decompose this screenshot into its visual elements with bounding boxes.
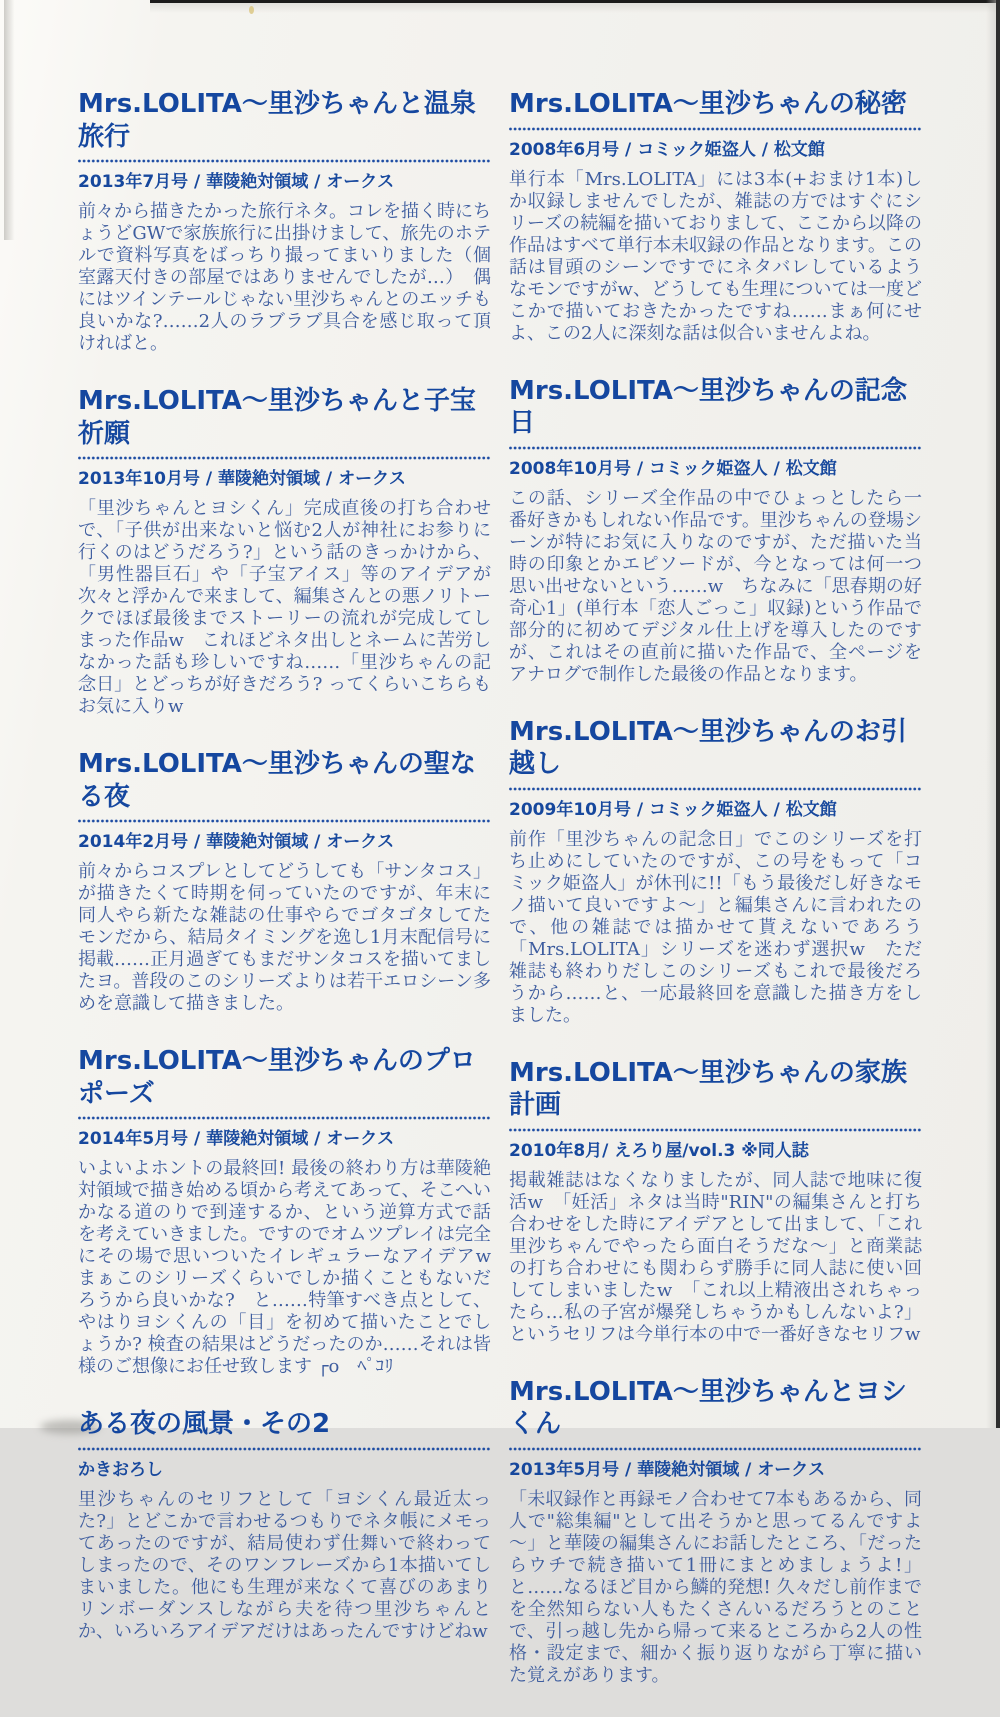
- entry-publication-info: 2008年6月号 / コミック姫盗人 / 松文館: [509, 139, 825, 160]
- entry-commentary-text: 「未収録作と再録モノ合わせて7本もあるから、同人で"総集編"として出そうかと思ってるんですよ～」と華陵の編集さんにお話したところ、「だったらウチで続き描いて1冊にまとめましょうよ!」と……なるほど目から鱗的発想! 久々だし前作までを全然知らない人もたくさんいるだろうとのことで、引っ越し先から帰って来るところから2人の性格・設定まで、細かく振り返りながら丁寧に描いた覚えがあります。: [509, 1488, 922, 1686]
- commentary-entry: [509, 1376, 922, 1687]
- dotted-divider: [509, 1447, 922, 1451]
- entry-publication-info: 2013年10月号 / 華陵絶対領域 / オークス: [78, 469, 406, 490]
- entry-commentary-text: 前作「里沙ちゃんの記念日」でこのシリーズを打ち止めにしていたのですが、この号をもって「コミック姫盗人」が休刊に!!「もう最後だし好きなモノ描いて良いですよ～」と編集さんに言われたので、他の雑誌では描かせて貰えないであろう「Mrs.LOLITA」シリーズを迷わず選択w ただ雑誌も終わりだしこのシリーズもこれで最後だろうから……と、一応最終回を意識した描き方をしました。: [509, 828, 922, 1026]
- entry-title: Mrs.LOLITA～里沙ちゃんと温泉旅行: [78, 89, 476, 152]
- dotted-divider: [78, 1116, 491, 1120]
- entry-title: Mrs.LOLITA～里沙ちゃんのお引越し: [509, 716, 907, 780]
- entry-commentary-text: 単行本「Mrs.LOLITA」には3本(+おまけ1本)しか収録しませんでしたが、雑誌の方ではすぐにシリーズの続編を描いておりまして、ここから以降の作品はすべて単行本未収録の作品となります。この話は冒頭のシーンですでにネタバレしているようなモンですがw、どうしても生理については一度どこかで描いておきたかったですね……まぁ何にせよ、この2人に深刻な話は似合いませんよね。: [509, 168, 922, 344]
- entry-commentary-text: 里沙ちゃんのセリフとして「ヨシくん最近太った?」とどこかで言わせるつもりでネタ帳にメモってあったのですが、結局使わず仕舞いで終わってしまったので、そのワンフレーズから1本描いてしまいました。他にも生理が来なくて喜びのあまりリンボーダンスしながら夫を待つ里沙ちゃんとか、いろいろアイデアだけはあったんですけどねw: [78, 1488, 491, 1642]
- commentary-page: [78, 88, 922, 1717]
- dotted-divider: [78, 159, 491, 163]
- commentary-entry: [509, 716, 922, 1027]
- dotted-divider: [509, 787, 922, 791]
- entry-publication-info: 2013年5月号 / 華陵絶対領域 / オークス: [509, 1459, 826, 1480]
- entry-publication-info: 2008年10月号 / コミック姫盗人 / 松文館: [509, 458, 837, 479]
- entry-commentary-text: 前々から描きたかった旅行ネタ。コレを描く時にちょうどGWで家族旅行に出掛けまして、旅先のホテルで資料写真をばっちり撮ってまいりました（個室露天付きの部屋ではありませんでしたが…） 偶にはツインテールじゃない里沙ちゃんとのエッチも良いかな?……2人のラブラブ具合を感じ取って頂ければと。: [78, 201, 491, 355]
- entry-publication-info: 2010年8月/ えろり屋/vol.3 ※同人誌: [509, 1140, 809, 1161]
- entry-title: Mrs.LOLITA～里沙ちゃんの家族計画: [509, 1057, 907, 1121]
- entry-commentary-text: 前々からコスプレとしてどうしても「サンタコス」が描きたくて時期を伺っていたのですが、年末に同人やら新たな雑誌の仕事やらでゴタゴタしてたモンだから、結局タイミングを逸し1月末配信号に掲載……正月過ぎてもまだサンタコスを描いてましたヨ。普段のこのシリーズよりは若干エロシーン多めを意識して描きました。: [78, 861, 491, 1015]
- entry-title: Mrs.LOLITA～里沙ちゃんの秘密: [509, 89, 907, 119]
- dotted-divider: [509, 1128, 922, 1132]
- commentary-entry: [509, 1057, 922, 1346]
- scan-edge-right: [996, 0, 1000, 1428]
- entry-publication-info: かきおろし: [78, 1459, 163, 1480]
- entry-publication-info: 2014年2月号 / 華陵絶対領域 / オークス: [78, 832, 395, 853]
- commentary-entry: [78, 748, 491, 1015]
- entry-title: Mrs.LOLITA～里沙ちゃんの記念日: [509, 375, 907, 439]
- commentary-entry: [78, 88, 491, 355]
- commentary-entry: [78, 385, 491, 718]
- scan-edge-right-shade: [986, 0, 996, 1428]
- entry-publication-info: 2013年7月号 / 華陵絶対領域 / オークス: [78, 172, 395, 192]
- entry-title: Mrs.LOLITA～里沙ちゃんの聖なる夜: [78, 749, 476, 812]
- entry-commentary-text: この話、シリーズ全作品の中でひょっとしたら一番好きかもしれない作品です。里沙ちゃんの登場シーンが特にお気に入りなのですが、ただ描いた当時の印象とかエピソードが、今となっては何一つ思い出せないという……w ちなみに「思春期の好奇心1」(単行本「恋人ごっこ」収録)という作品で部分的に初めてデジタル仕上げを導入したのですが、これはその直前に描いた作品で、全ページをアナログで制作した最後の作品となります。: [509, 487, 922, 685]
- entry-title: Mrs.LOLITA～里沙ちゃんと子宝祈願: [78, 386, 476, 449]
- left-column: [78, 88, 509, 1717]
- commentary-entry: [78, 1045, 509, 1378]
- dotted-divider: [78, 819, 491, 823]
- dotted-divider: [509, 446, 922, 450]
- entry-publication-info: 2009年10月号 / コミック姫盗人 / 松文館: [509, 799, 837, 820]
- dotted-divider: [509, 127, 922, 131]
- scan-edge-top-shade: [150, 3, 1000, 13]
- entry-title: Mrs.LOLITA～里沙ちゃんとヨシくん: [509, 1376, 907, 1440]
- dotted-divider: [78, 456, 491, 460]
- dotted-divider: [78, 1447, 491, 1451]
- commentary-entry: [78, 1408, 491, 1643]
- entry-commentary-text: いよいよホントの最終回! 最後の終わり方は華陵絶対領域で描き始める頃から考えてあって、そこへいかなる道のりで到達するか、という逆算方式で話を考えていきました。ですのでオムツプレイは完全にその場で思いついたイレギュラーなアイデアw まぁこのシリーズくらいでしか描くこともないだろうから良いかな? と……特筆すべき点として、やはりヨシくんの「目」を初めて描いたことでしょうか? 検査の結果はどうだったのか……それは皆様のご想像にお任せ致します ┌o ﾍﾟｺﾘ: [78, 1158, 509, 1378]
- commentary-entry: [509, 375, 922, 686]
- commentary-entry: [509, 88, 922, 345]
- entry-commentary-text: 掲載雑誌はなくなりましたが、同人誌で地味に復活w 「妊活」ネタは当時"RIN"の編集さんと打ち合わせをした時にアイデアとして出まして、「これ里沙ちゃんでやったら面白そうだな～」と商業誌の打ち合わせにも関わらず勝手に同人誌に使い回してしまいましたw 「これ以上精液出されちゃったら…私の子宮が爆発しちゃうかもしんないよ?」というセリフは今単行本の中で一番好きなセリフw: [509, 1169, 922, 1345]
- entry-title: ある夜の風景・その2: [78, 1409, 331, 1440]
- entry-commentary-text: 「里沙ちゃんとヨシくん」完成直後の打ち合わせで、「子供が出来ないと悩む2人が神社にお参りに行くのはどうだろう?」という話のきっかけから、「男性器巨石」や「子宝アイス」等のアイデアが次々と浮かんで来まして、編集さんとの悪ノリトークでほぼ最後までストーリーの流れが完成してしまった作品w これほどネタ出しとネームに苦労しなかった話も珍しいですね……「里沙ちゃんの記念日」とどっちが好きだろう? ってくらいこちらもお気に入りw: [78, 498, 491, 718]
- scan-speck: [249, 6, 254, 14]
- entry-publication-info: 2014年5月号 / 華陵絶対領域 / オークス: [78, 1129, 395, 1150]
- entry-title: Mrs.LOLITA～里沙ちゃんのプロポーズ: [78, 1046, 476, 1109]
- right-column: [509, 88, 922, 1717]
- paper-crease: [4, 0, 18, 240]
